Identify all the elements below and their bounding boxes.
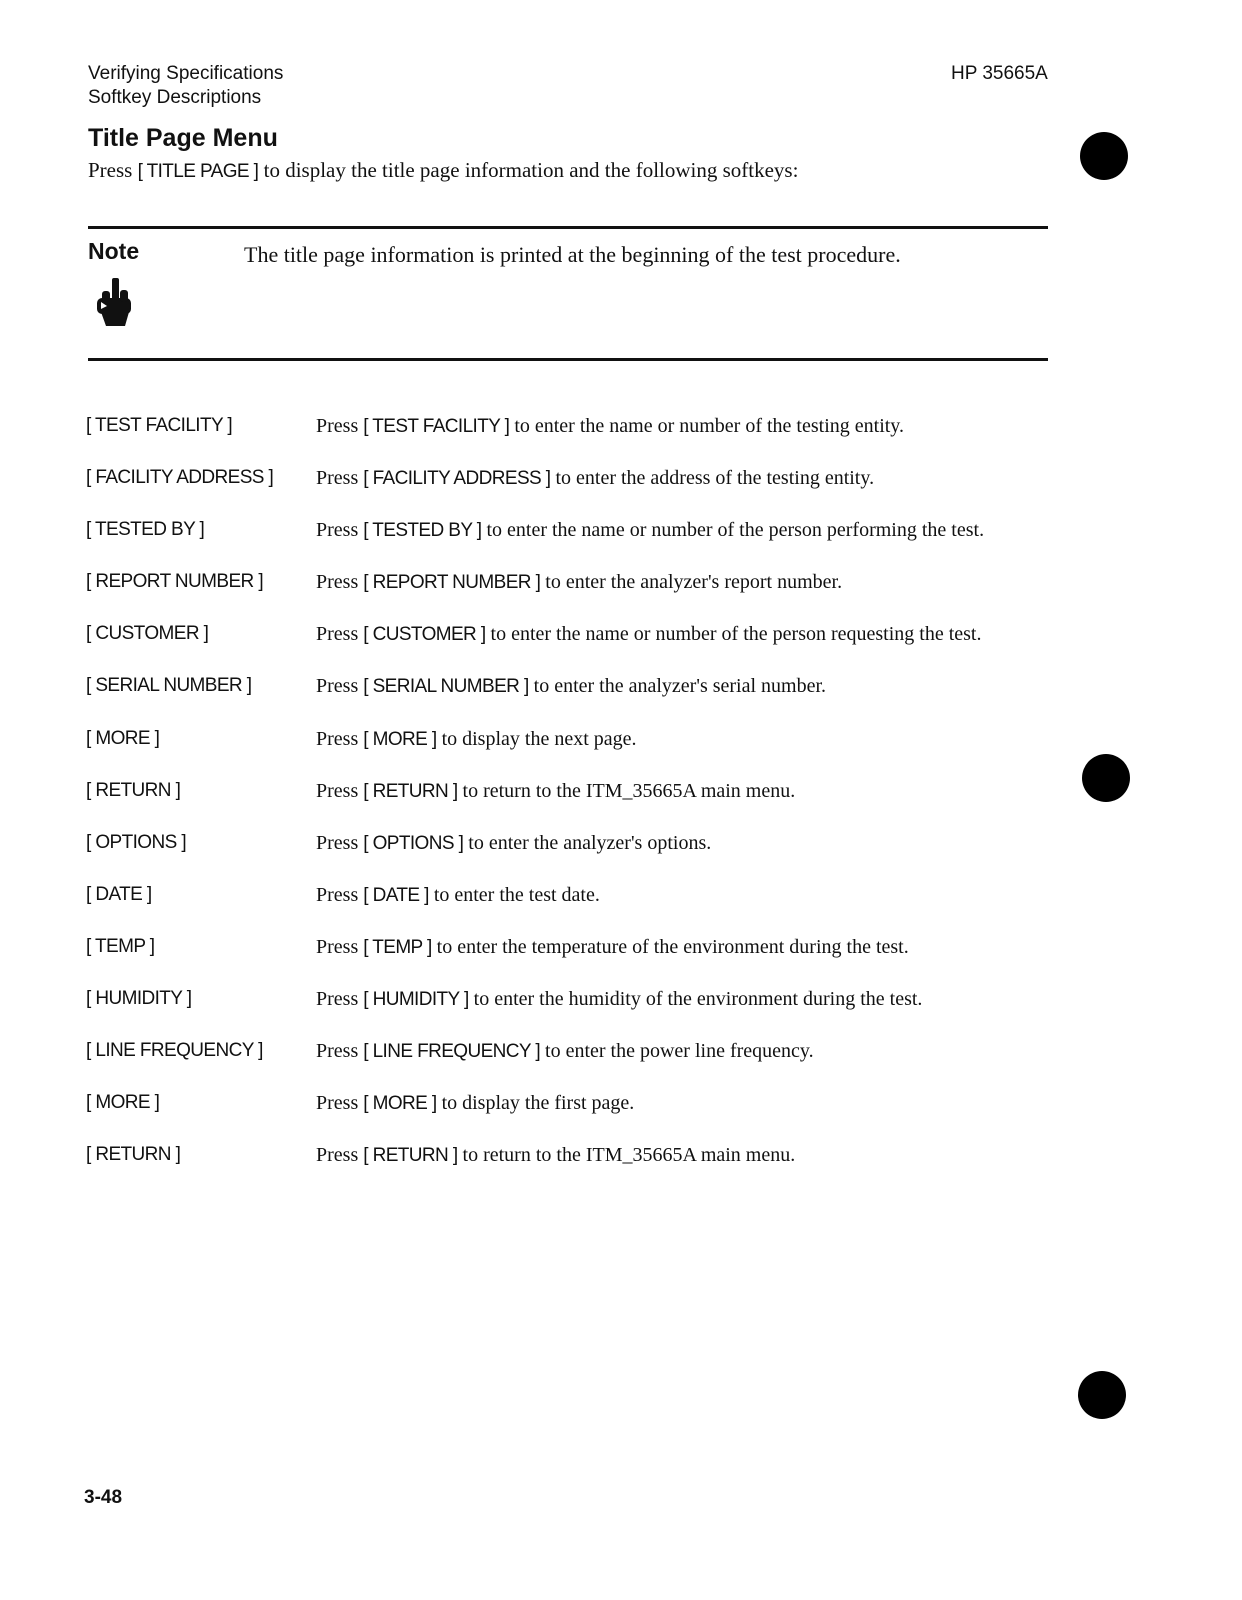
description-action: to display the first page. bbox=[441, 1092, 635, 1115]
note-label: Note bbox=[88, 238, 140, 264]
description-action: to enter the power line frequency. bbox=[545, 1040, 814, 1063]
description-action: to enter the test date. bbox=[433, 883, 600, 906]
softkey-row bbox=[86, 415, 1076, 467]
description-key: [ CUSTOMER ] bbox=[363, 624, 486, 646]
softkey-description bbox=[316, 884, 600, 907]
description-action: to enter the analyzer's serial number. bbox=[533, 675, 827, 698]
description-action: to display the next page. bbox=[441, 727, 637, 750]
softkey-description bbox=[316, 623, 982, 646]
softkey-row bbox=[86, 467, 1076, 519]
softkey-label: [ FACILITY ADDRESS ] bbox=[86, 467, 274, 489]
description-action: to enter the name or number of the testing entity. bbox=[514, 415, 905, 437]
description-press: Press bbox=[316, 415, 359, 437]
description-action: to enter the address of the testing entity. bbox=[555, 467, 875, 490]
softkey-description bbox=[316, 467, 874, 490]
softkey-row bbox=[86, 1092, 1076, 1144]
softkey-description bbox=[316, 571, 842, 594]
description-key: [ HUMIDITY ] bbox=[363, 989, 469, 1011]
intro-key: [ TITLE PAGE ] bbox=[137, 161, 259, 182]
header-subsection: Softkey Descriptions bbox=[88, 87, 262, 108]
description-key: [ MORE ] bbox=[363, 1093, 437, 1115]
description-key: [ TESTED BY ] bbox=[363, 520, 482, 542]
page-number: 3-48 bbox=[84, 1487, 123, 1508]
description-action: to enter the name or number of the person requesting the test. bbox=[490, 623, 982, 646]
description-action: to enter the temperature of the environment during the test. bbox=[436, 935, 909, 958]
softkey-label: [ TEMP ] bbox=[86, 935, 155, 957]
section-title: Title Page Menu bbox=[88, 124, 278, 152]
description-press: Press bbox=[316, 779, 359, 802]
description-key: [ RETURN ] bbox=[363, 780, 458, 802]
description-press: Press bbox=[316, 1144, 359, 1167]
softkey-list bbox=[86, 415, 1076, 1196]
description-press: Press bbox=[316, 571, 359, 594]
description-action: to enter the analyzer's options. bbox=[468, 831, 712, 854]
description-key: [ FACILITY ADDRESS ] bbox=[363, 468, 551, 490]
description-action: to return to the ITM_35665A main menu. bbox=[462, 779, 796, 802]
description-key: [ LINE FREQUENCY ] bbox=[363, 1041, 541, 1063]
softkey-description bbox=[316, 728, 637, 751]
softkey-label: [ RETURN ] bbox=[86, 779, 181, 801]
binder-hole bbox=[1078, 1371, 1126, 1419]
pointing-hand-icon bbox=[93, 276, 137, 330]
softkey-label: [ DATE ] bbox=[86, 883, 152, 905]
description-press: Press bbox=[316, 988, 359, 1011]
softkey-label: [ RETURN ] bbox=[86, 1144, 181, 1166]
description-action: to enter the analyzer's report number. bbox=[545, 571, 843, 594]
softkey-description bbox=[316, 1144, 795, 1167]
softkey-row bbox=[86, 623, 1076, 675]
note-top-rule bbox=[88, 226, 1048, 229]
softkey-description bbox=[316, 1040, 814, 1063]
softkey-description bbox=[316, 780, 795, 803]
description-key: [ REPORT NUMBER ] bbox=[363, 572, 541, 594]
softkey-row bbox=[86, 1144, 1076, 1196]
description-key: [ TEST FACILITY ] bbox=[363, 416, 510, 437]
description-press: Press bbox=[316, 467, 359, 490]
description-key: [ RETURN ] bbox=[363, 1145, 458, 1167]
intro-after: to display the title page information and the following softkeys: bbox=[263, 158, 799, 182]
softkey-row bbox=[86, 1040, 1076, 1092]
softkey-label: [ TESTED BY ] bbox=[86, 519, 205, 541]
softkey-description bbox=[316, 832, 711, 855]
description-press: Press bbox=[316, 831, 359, 854]
softkey-row bbox=[86, 780, 1076, 832]
softkey-label: [ REPORT NUMBER ] bbox=[86, 571, 264, 593]
softkey-label: [ SERIAL NUMBER ] bbox=[86, 675, 252, 697]
softkey-description bbox=[316, 988, 922, 1011]
softkey-label: [ LINE FREQUENCY ] bbox=[86, 1040, 263, 1062]
softkey-row bbox=[86, 728, 1076, 780]
description-key: [ SERIAL NUMBER ] bbox=[363, 676, 529, 698]
softkey-label: [ MORE ] bbox=[86, 1092, 160, 1114]
softkey-label: [ HUMIDITY ] bbox=[86, 988, 192, 1010]
running-header bbox=[88, 62, 283, 110]
softkey-description bbox=[316, 519, 984, 542]
softkey-description bbox=[316, 415, 904, 438]
binder-hole bbox=[1080, 132, 1128, 180]
softkey-row bbox=[86, 832, 1076, 884]
binder-hole bbox=[1082, 754, 1130, 802]
softkey-description bbox=[316, 1092, 634, 1115]
softkey-label: [ OPTIONS ] bbox=[86, 831, 187, 853]
description-press: Press bbox=[316, 519, 359, 542]
softkey-row bbox=[86, 675, 1076, 727]
intro-before: Press bbox=[88, 158, 133, 182]
softkey-label: [ MORE ] bbox=[86, 727, 160, 749]
note-bottom-rule bbox=[88, 358, 1048, 361]
description-press: Press bbox=[316, 623, 359, 646]
description-press: Press bbox=[316, 727, 359, 750]
description-press: Press bbox=[316, 883, 359, 906]
description-key: [ MORE ] bbox=[363, 728, 437, 750]
header-section: Verifying Specifications bbox=[88, 63, 284, 84]
description-action: to enter the name or number of the person performing the test. bbox=[486, 519, 985, 542]
description-press: Press bbox=[316, 675, 359, 698]
softkey-description bbox=[316, 675, 826, 698]
description-key: [ TEMP ] bbox=[363, 936, 432, 958]
description-press: Press bbox=[316, 1092, 359, 1115]
description-press: Press bbox=[316, 935, 359, 958]
softkey-label: [ CUSTOMER ] bbox=[86, 623, 209, 645]
softkey-row bbox=[86, 936, 1076, 988]
softkey-row bbox=[86, 571, 1076, 623]
note-text: The title page information is printed at the beginning of the test procedure. bbox=[244, 242, 901, 267]
description-action: to return to the ITM_35665A main menu. bbox=[462, 1144, 796, 1167]
softkey-description bbox=[316, 936, 909, 959]
softkey-label: [ TEST FACILITY ] bbox=[86, 415, 233, 436]
description-press: Press bbox=[316, 1040, 359, 1063]
description-key: [ OPTIONS ] bbox=[363, 832, 464, 854]
description-key: [ DATE ] bbox=[363, 884, 429, 906]
softkey-row bbox=[86, 519, 1076, 571]
intro-paragraph bbox=[88, 158, 798, 183]
softkey-row bbox=[86, 988, 1076, 1040]
header-model: HP 35665A bbox=[951, 63, 1048, 84]
description-action: to enter the humidity of the environment during the test. bbox=[473, 988, 923, 1011]
softkey-row bbox=[86, 884, 1076, 936]
